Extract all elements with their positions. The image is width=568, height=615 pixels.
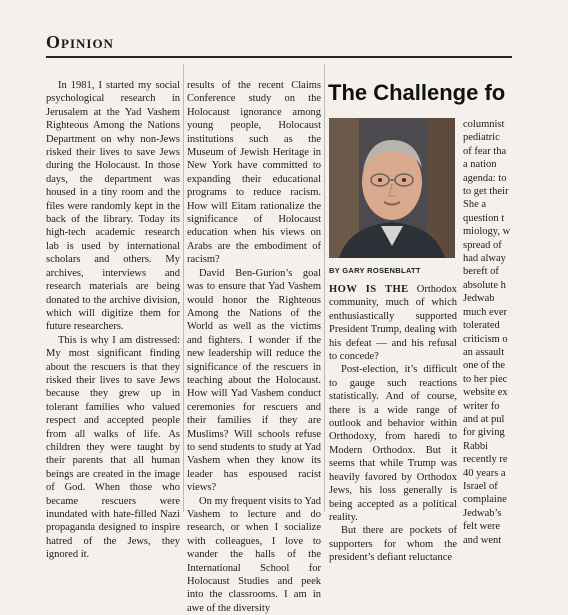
paragraph-text: Orthodox community, much of which enthusiastically supported President Trump, dealing with his defeat — and his refusal to concede?	[329, 284, 457, 363]
byline: BY GARY ROSENBLATT	[329, 266, 421, 275]
text-line: and went	[463, 534, 502, 546]
text-line: to her piec	[463, 373, 508, 385]
paragraph: But there are pockets of supporters for whom the president’s defiant reluctance	[329, 525, 457, 564]
text-line: and at pul	[463, 413, 505, 425]
text-line: miology, w	[463, 226, 511, 238]
paragraph: results of the recent Claims Conference study on the Holocaust ignorance among young people, Holocaust institutions such as the Museum of Jewish Heritage in New York have committed to expanding their educational programs to reduce racism. How will Eitam rationalize the significance of Holocaust education when his views on Arabs are the embodiment of racism?	[187, 80, 321, 266]
text-line: columnist	[463, 119, 505, 130]
section-heading: Opinion	[46, 32, 114, 52]
paragraph: Post-election, it’s difficult to gauge such reactions statistically. And of course, there is a wide range of outlook and behavior within Orthodoxy, from haredi to Modern Orthodox. But it seems that while Trump was heavily favored by Orthodox Jews, his loss generally is being accepted as a political reality.	[329, 364, 457, 523]
text-line: to get their	[463, 186, 509, 198]
text-line: an assault	[463, 346, 505, 358]
author-photo	[329, 118, 455, 258]
paragraph: This is why I am distressed: My most significant finding about the rescuers is that they risked their lives to save Jews because they grew up in tolerant families who valued respect and accepted people from all walks of life. As children they were taught by their parents that all human beings are created in the image of God. When those who became rescuers were inundated with hate-filled Nazi propaganda designed to inspire hatred of the Jews, they ignored it.	[46, 334, 180, 561]
text-line: Israel of	[463, 480, 498, 492]
text-line: question t	[463, 212, 505, 224]
text-line: agenda: to	[463, 172, 507, 184]
text-line: recently re	[463, 454, 508, 466]
article-column-4	[463, 118, 512, 546]
text-line: absolute h	[463, 279, 506, 291]
lead-in: HOW IS THE	[329, 284, 409, 295]
article-column-1	[46, 79, 180, 561]
text-line: writer fo	[463, 400, 500, 412]
text-line: for giving	[463, 427, 505, 439]
text-line: criticism o	[463, 333, 508, 345]
text-line: had alway	[463, 253, 506, 265]
article-headline: The Challenge fo	[328, 80, 506, 105]
paragraph: David Ben-Gurion’s goal was to ensure that Yad Vashem would honor the Righteous Among the Nations of the World as well as the victims and fighters. I wonder if the new leadership will reduce the significance of the rescuers in teaching about the Holocaust. How will Yad Vashem conduct ceremonies for rescuers and their families if they are Muslims? Will schools refuse to send students to study at Yad Vashem when they know its leader has espoused racist views?	[187, 267, 321, 494]
article-column-3	[329, 283, 457, 564]
portrait-image	[329, 118, 455, 258]
text-line: bereft of	[463, 266, 499, 278]
text-line: She a	[463, 199, 487, 211]
column-divider	[324, 64, 325, 512]
paragraph	[329, 283, 457, 363]
text-line: Jedwab’s	[463, 507, 502, 519]
text-line: much ever	[463, 306, 508, 318]
text-line: Jedwab	[463, 293, 495, 305]
text-line: 40 years a	[463, 467, 506, 479]
text-line: Rabbi	[463, 440, 489, 452]
column-divider	[183, 64, 184, 512]
article-column-2	[187, 79, 321, 614]
paragraph: On my frequent visits to Yad Vashem to lecture and do research, or when I socialize with colleagues, I love to wander the halls of the International School for Holocaust Studies and peek into the classrooms. I am in awe of the diversity	[187, 495, 321, 614]
text-line: felt were	[463, 521, 501, 533]
section-rule	[46, 56, 512, 58]
text-line: complaine	[463, 494, 507, 506]
paragraph: In 1981, I started my social psychological research in Jerusalem at the Yad Vashem Righteous Among the Nations Department on why non-Jews risked their lives to save Jews during the Holocaust. In those days, the department was housed in a tiny room and the files were randomly kept in the back of the library. Today its high-tech academic research lab is used by international scholars and others. My archives, interviews and research materials are being donated to the archive division, which will digitize them for future researchers.	[46, 80, 180, 333]
text-line: tolerated	[463, 320, 500, 332]
text-line: website ex	[463, 387, 508, 399]
text-line: spread of	[463, 239, 502, 251]
text-line: one of the	[463, 360, 505, 372]
text-line: pediatric	[463, 132, 500, 144]
text-line: a nation	[463, 159, 497, 171]
text-line: of fear tha	[463, 145, 507, 157]
